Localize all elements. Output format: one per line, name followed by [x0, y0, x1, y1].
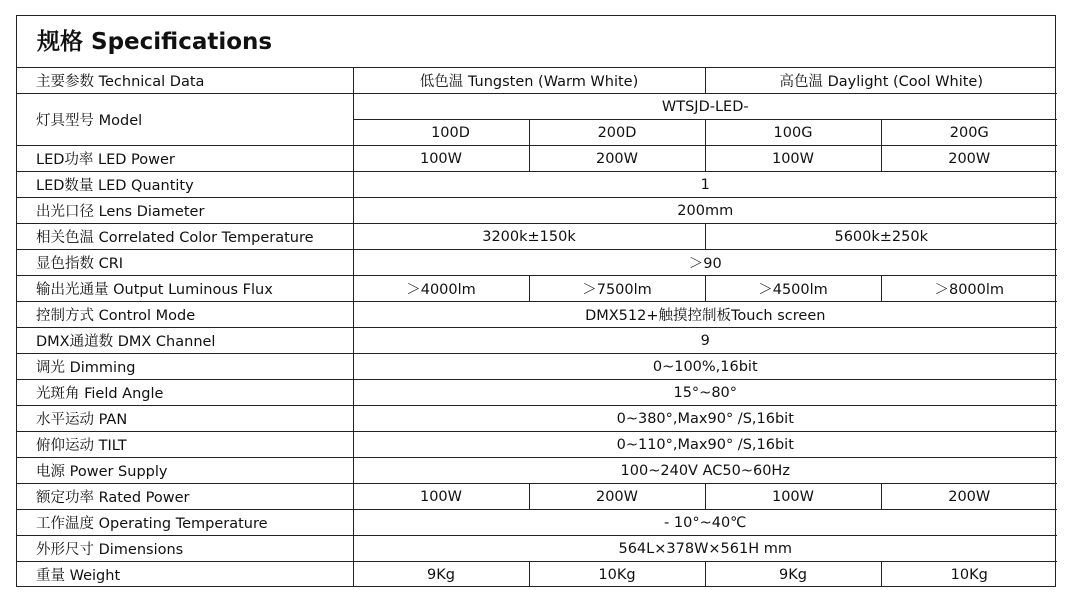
cell-value: 100~240V AC50~60Hz — [353, 458, 1057, 484]
cell-value: ＞8000lm — [881, 276, 1057, 302]
row-label: 相关色温 Correlated Color Temperature — [17, 224, 353, 250]
cell-value: 100W — [353, 146, 529, 172]
table-row-dimensions — [17, 536, 1057, 562]
model-variant: 200G — [881, 120, 1057, 146]
table-row-luminous-flux — [17, 276, 1057, 302]
row-label: 调光 Dimming — [17, 354, 353, 380]
cell-value: 200mm — [353, 198, 1057, 224]
row-label: 俯仰运动 TILT — [17, 432, 353, 458]
row-label: DMX通道数 DMX Channel — [17, 328, 353, 354]
row-label: 光斑角 Field Angle — [17, 380, 353, 406]
row-label: 水平运动 PAN — [17, 406, 353, 432]
cell-value: 0~110°,Max90° /S,16bit — [353, 432, 1057, 458]
cell-value: DMX512+触摸控制板Touch screen — [353, 302, 1057, 328]
cell-value: 100W — [705, 484, 881, 510]
table-row-pan — [17, 406, 1057, 432]
cell-value: 100W — [705, 146, 881, 172]
row-label: LED数量 LED Quantity — [17, 172, 353, 198]
model-variant: 200D — [529, 120, 705, 146]
page-title: 规格 Specifications — [17, 16, 1055, 68]
cell-value: 1 — [353, 172, 1057, 198]
cell-value: 9Kg — [705, 562, 881, 588]
table-row-power-supply — [17, 458, 1057, 484]
cell-value: 10Kg — [881, 562, 1057, 588]
row-label: 电源 Power Supply — [17, 458, 353, 484]
table-row-cri — [17, 250, 1057, 276]
cell-value: 200W — [881, 146, 1057, 172]
spec-table — [17, 68, 1057, 587]
table-row-model — [17, 94, 1057, 120]
table-row-field-angle — [17, 380, 1057, 406]
table-row-lens-diameter — [17, 198, 1057, 224]
column-header-warm: 低色温 Tungsten (Warm White) — [353, 68, 705, 94]
table-row-control-mode — [17, 302, 1057, 328]
table-row-dimming — [17, 354, 1057, 380]
table-row-tilt — [17, 432, 1057, 458]
table-row-header — [17, 68, 1057, 94]
row-label: LED功率 LED Power — [17, 146, 353, 172]
cell-value: 0~100%,16bit — [353, 354, 1057, 380]
cell-value: 9 — [353, 328, 1057, 354]
row-label: 控制方式 Control Mode — [17, 302, 353, 328]
cell-value: - 10°~40℃ — [353, 510, 1057, 536]
column-header-cool: 高色温 Daylight (Cool White) — [705, 68, 1057, 94]
cell-value: ＞4000lm — [353, 276, 529, 302]
row-label: 输出光通量 Output Luminous Flux — [17, 276, 353, 302]
cell-value: 0~380°,Max90° /S,16bit — [353, 406, 1057, 432]
table-row-led-power — [17, 146, 1057, 172]
table-row-led-quantity — [17, 172, 1057, 198]
cell-value: ＞7500lm — [529, 276, 705, 302]
cell-value: 200W — [881, 484, 1057, 510]
row-label: 工作温度 Operating Temperature — [17, 510, 353, 536]
row-label: 主要参数 Technical Data — [17, 68, 353, 94]
row-label: 出光口径 Lens Diameter — [17, 198, 353, 224]
specifications-sheet — [16, 15, 1056, 587]
table-row-weight — [17, 562, 1057, 588]
table-row-operating-temperature — [17, 510, 1057, 536]
model-prefix: WTSJD-LED- — [353, 94, 1057, 120]
cell-value: 9Kg — [353, 562, 529, 588]
cell-value: 5600k±250k — [705, 224, 1057, 250]
table-row-rated-power — [17, 484, 1057, 510]
model-variant: 100D — [353, 120, 529, 146]
cell-value: 200W — [529, 146, 705, 172]
model-variant: 100G — [705, 120, 881, 146]
row-label: 重量 Weight — [17, 562, 353, 588]
cell-value: ＞4500lm — [705, 276, 881, 302]
cell-value: 200W — [529, 484, 705, 510]
cell-value: ＞90 — [353, 250, 1057, 276]
row-label: 显色指数 CRI — [17, 250, 353, 276]
cell-value: 3200k±150k — [353, 224, 705, 250]
cell-value: 15°~80° — [353, 380, 1057, 406]
table-row-dmx-channel — [17, 328, 1057, 354]
row-label: 额定功率 Rated Power — [17, 484, 353, 510]
row-label: 外形尺寸 Dimensions — [17, 536, 353, 562]
row-label: 灯具型号 Model — [17, 94, 353, 146]
cell-value: 100W — [353, 484, 529, 510]
table-row-cct — [17, 224, 1057, 250]
cell-value: 564L×378W×561H mm — [353, 536, 1057, 562]
cell-value: 10Kg — [529, 562, 705, 588]
